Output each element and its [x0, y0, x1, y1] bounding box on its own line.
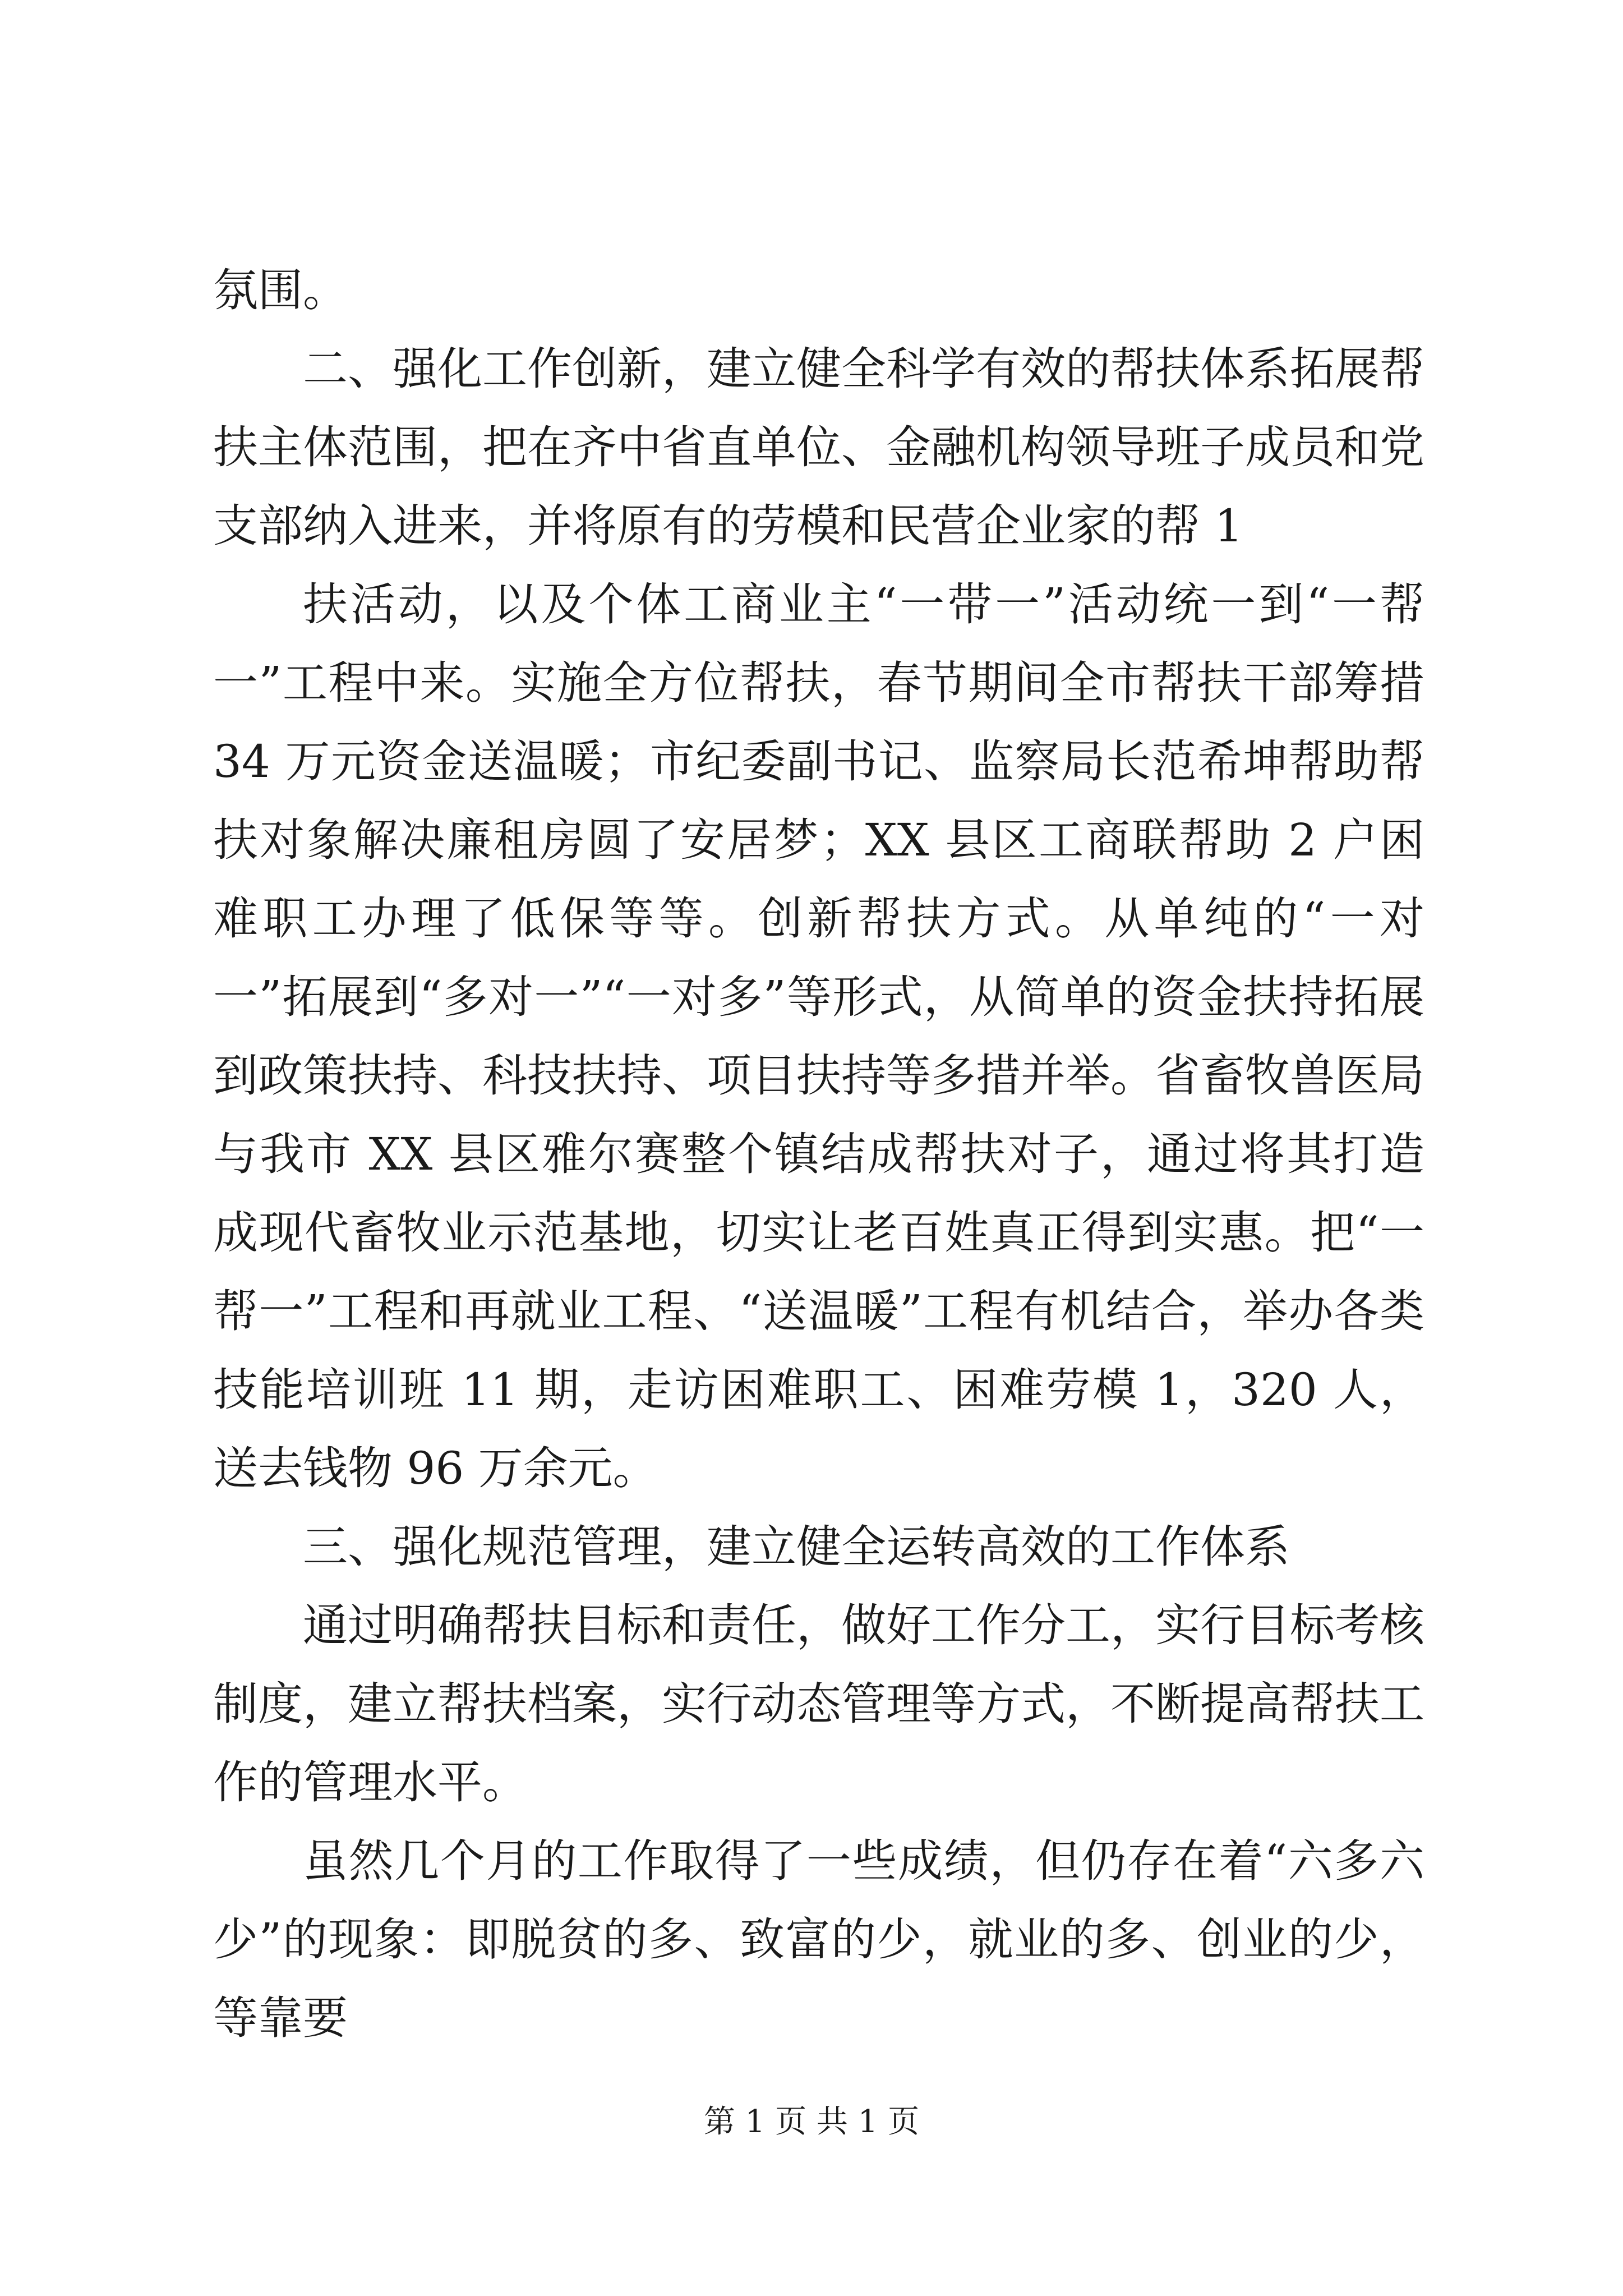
page-footer: 第 1 页 共 1 页	[703, 2104, 920, 2140]
paragraph-5: 通过明确帮扶目标和责任，做好工作分工，实行目标考核制度，建立帮扶档案，实行动态管理等方式，不断提高帮扶工作的管理水平。	[213, 1599, 1424, 1809]
paragraph-6: 虽然几个月的工作取得了一些成绩，但仍存在着“六多六少”的现象：即脱贫的多、致富的少，就业的多、创业的少，等靠要	[213, 1835, 1424, 2044]
document-body	[213, 251, 1424, 2058]
paragraph-2: 二、强化工作创新，建立健全科学有效的帮扶体系拓展帮扶主体范围，把在齐中省直单位、金融机构领导班子成员和党支部纳入进来，并将原有的劳模和民营企业家的帮 1	[213, 343, 1424, 552]
section-heading-3: 三、强化规范管理，建立健全运转高效的工作体系	[303, 1521, 1290, 1573]
paragraph-3: 扶活动，以及个体工商业主“一带一”活动统一到“一帮一”工程中来。实施全方位帮扶，春节期间全市帮扶干部筹措 34 万元资金送温暖；市纪委副书记、监察局长范希坤帮助帮扶对象解决廉租房圆了安居梦；XX 县区工商联帮助 2 户困难职工办理了低保等等。创新帮扶方式。从单纯的“一对一”拓展到“多对一”“一对多”等形式，从简单的资金扶持拓展到政策扶持、科技扶持、项目扶持等多措并举。省畜牧兽医局与我市 XX 县区雅尔赛整个镇结成帮扶对子，通过将其打造成现代畜牧业示范基地，切实让老百姓真正得到实惠。把“一帮一”工程和再就业工程、“送温暖”工程有机结合，举办各类技能培训班 11 期，走访困难职工、困难劳模 1，320 人，送去钱物 96 万余元。	[213, 578, 1424, 1494]
paragraph-1: 氛围。	[213, 264, 348, 316]
